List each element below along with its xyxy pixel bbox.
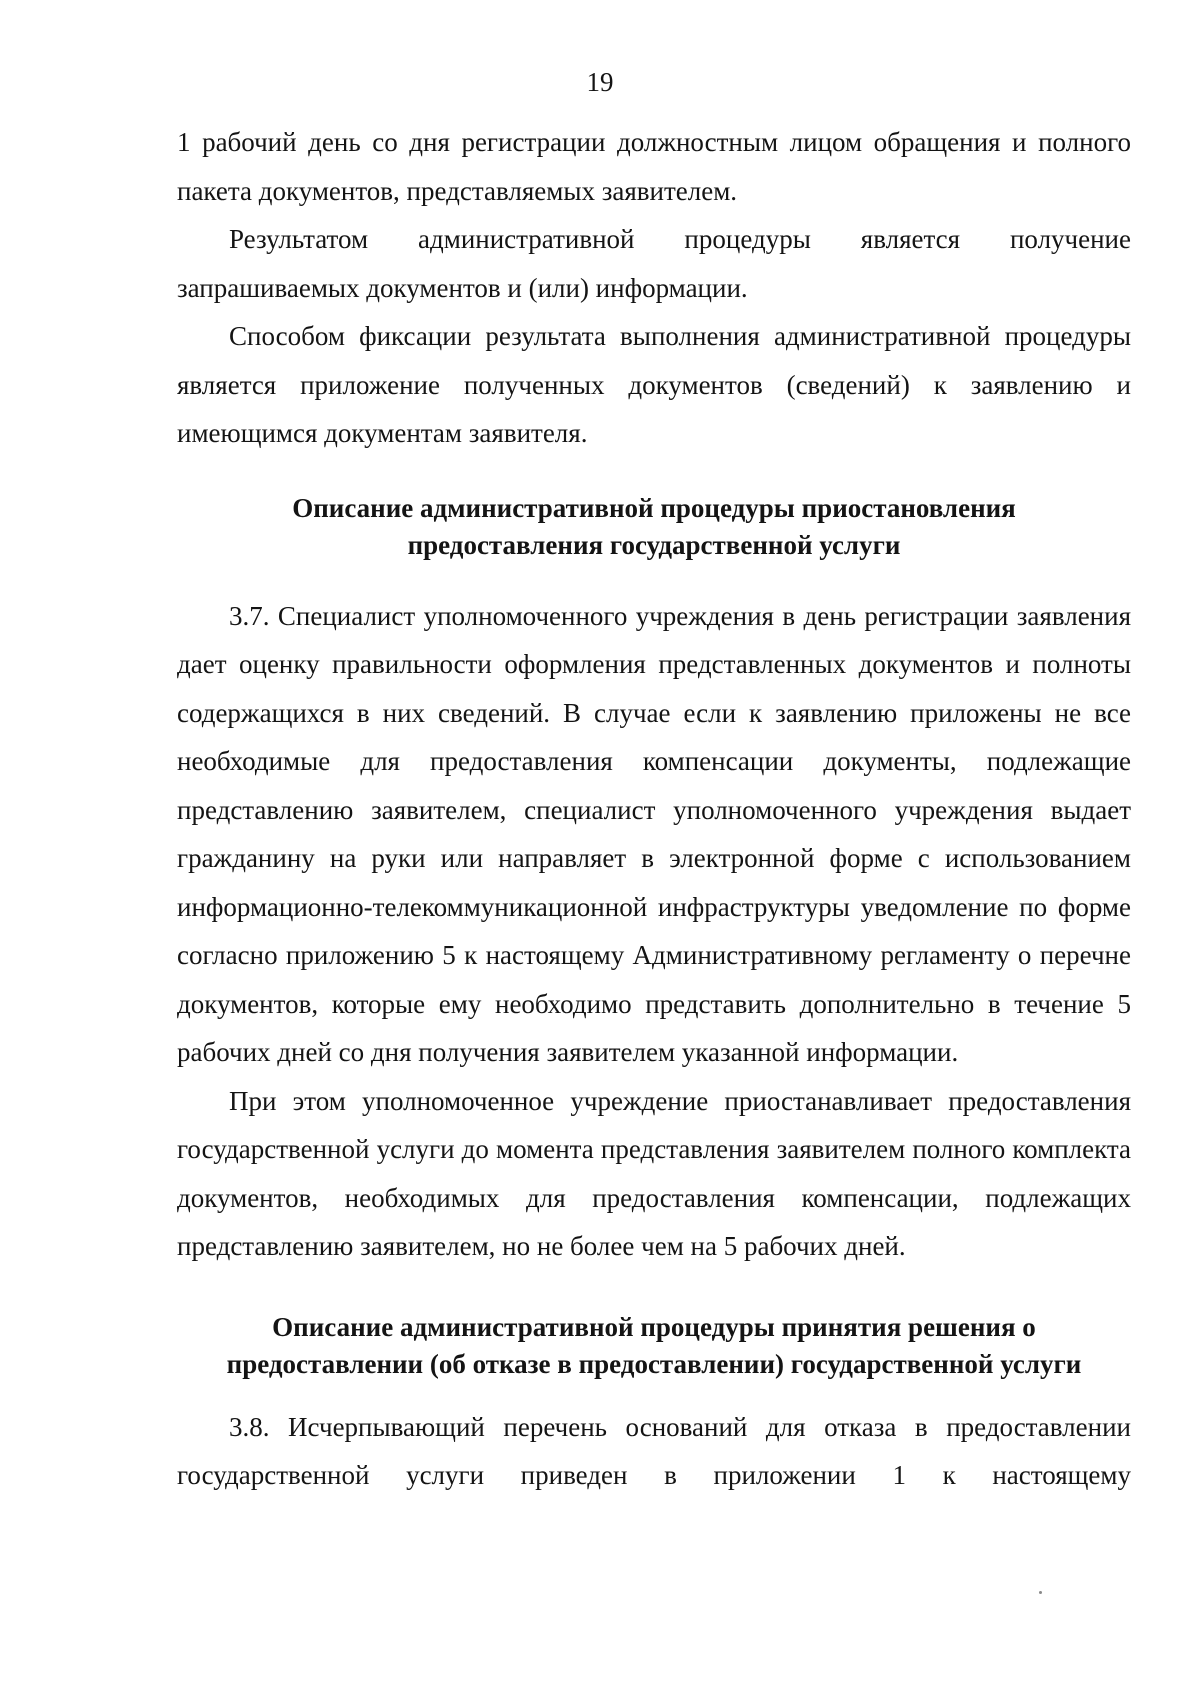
page-number: 19 (586, 67, 614, 97)
spacer (177, 458, 1131, 490)
section-heading-suspension (177, 490, 1131, 564)
paragraph-3-8-line-2: государственной услуги приведен в приложении 1 к настоящему (177, 1460, 1131, 1490)
paragraph-suspension-terms: При этом уполномоченное учреждение приостанавливает предоставления государственной услуги до момента представления заявителем полного комплекта документов, необходимых для предоставления компенсации, подлежащих представлению заявителем, но не более чем на 5 рабочих дней. (177, 1085, 1131, 1261)
paragraph-3-7: 3.7. Специалист уполномоченного учреждения в день регистрации заявления дает оценку правильности оформления представленных документов и полноты содержащихся в них сведений. В случае если к заявлению приложены не все необходимые для предоставления компенсации документы, подлежащие представлению заявителем, специалист уполномоченного учреждения выдает гражданину на руки или направляет в электронной форме с использованием информационно-телекоммуникационной инфраструктуры уведомление по форме согласно приложению 5 к настоящему Административному регламенту о перечне документов, которые ему необходимо представить дополнительно в течение 5 рабочих дней со дня получения заявителем указанной информации. (177, 600, 1131, 1067)
paragraph-fixation-method: Способом фиксации результата выполнения административной процедуры является приложение полученных документов (сведений) к заявлению и имеющимся документам заявителя. (177, 321, 1131, 448)
spacer (177, 1383, 1131, 1403)
document-body (177, 118, 1131, 1500)
spacer (177, 1271, 1131, 1309)
paragraph-3-8-line-1: 3.8. Исчерпывающий перечень оснований для отказа в предоставлении (229, 1411, 1131, 1442)
spacer (177, 564, 1131, 592)
paragraph-result: Результатом административной процедуры является получение запрашиваемых документов и (или) информации. (177, 224, 1131, 303)
heading-line: Описание административной процедуры принятия решения о (272, 1311, 1036, 1342)
section-heading-decision (177, 1309, 1131, 1383)
heading-line: предоставления государственной услуги (407, 529, 901, 560)
scan-speck (1039, 1591, 1042, 1594)
heading-line: Описание административной процедуры приостановления (292, 492, 1016, 523)
heading-line: предоставлении (об отказе в предоставлении) государственной услуги (226, 1348, 1082, 1379)
paragraph-continuation: 1 рабочий день со дня регистрации должностным лицом обращения и полного пакета документов, представляемых заявителем. (177, 127, 1131, 206)
